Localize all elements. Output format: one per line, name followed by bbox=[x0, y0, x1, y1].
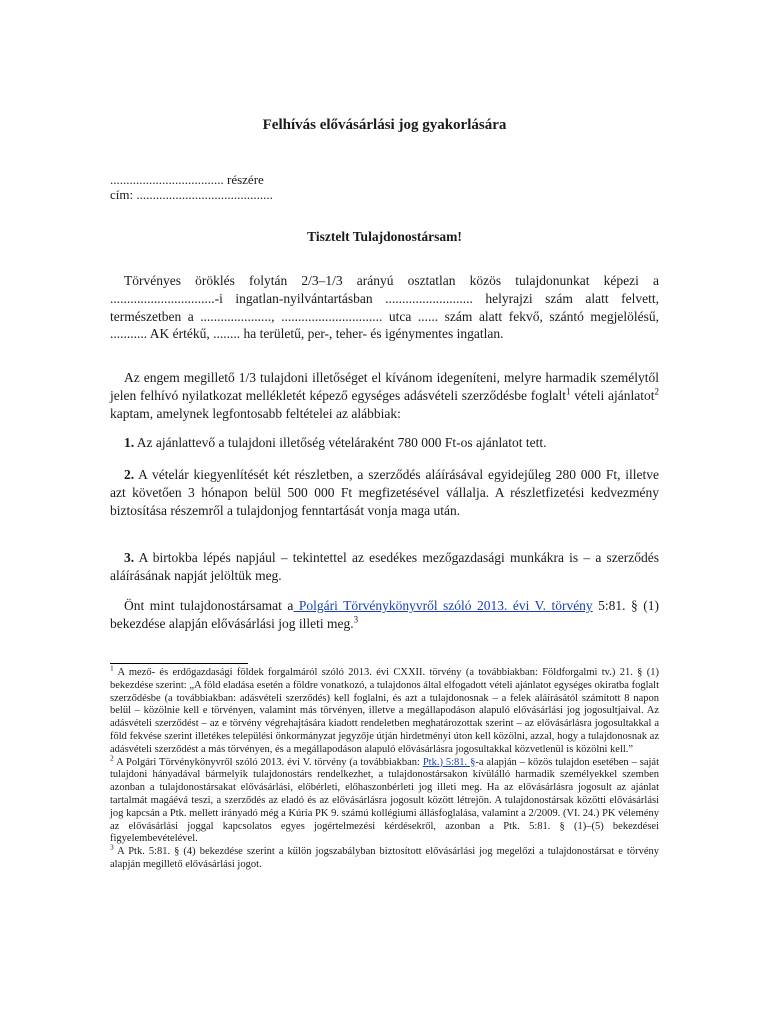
condition-item-3 bbox=[110, 549, 659, 585]
condition-text: Az ajánlattevő a tulajdoni illetőség vételáraként 780 000 Ft-os ajánlatot tett. bbox=[134, 435, 547, 450]
condition-item-1 bbox=[110, 434, 659, 452]
footnotes bbox=[110, 663, 659, 872]
condition-number: 2. bbox=[124, 467, 135, 482]
paragraph-pre-emption-text-b: 5:81. § (1) bekezdése alapján elővásárlási jog illeti meg. bbox=[110, 598, 659, 631]
condition-number: 3. bbox=[124, 550, 135, 565]
footnote-number: 2 bbox=[110, 753, 114, 763]
address-line: cím: .......................................... bbox=[110, 187, 273, 202]
ptk-link[interactable]: Ptk.) 5:81. § bbox=[422, 756, 476, 768]
footnote-text: A mező- és erdőgazdasági földek forgalmáról szóló 2013. évi CXXII. törvény (a továbbiakban: Földforgalmi tv.) 21. § (1) bekezdése szerint: „A föld eladása esetén a földre vonatkozó, a tulajdonos által elfogadott vételi ajánlatot egységes okiratba foglalt szerződésbe (a továbbiakban: adásvételi szerződés) kell foglalni, és azt a tulajdonosnak – a felek aláírásától számított 8 napon belül – közölnie kell e törvényen, valamint más törvényen, illetve a megállapodáson alapuló elővásárlási jog jogosultjaival. Az adásvételi szerződést – az e törvény végrehajtására kiadott rendeletben meghatározottak szerint – az elővásárlásra jogosultakkal a föld fekvése szerint illetékes települési önkormányzat jegyzője útján hirdetményi úton kell közölni, azzal, hogy a tulajdonosnak az adásvételi szerződést a más törvényen, és a megállapodáson alapuló elővásárlásra jogosultakkal közvetlenül is közölni kell.” bbox=[110, 667, 659, 755]
footnote-ref-2[interactable]: 2 bbox=[654, 386, 660, 397]
footnote-separator bbox=[110, 663, 248, 664]
address-block bbox=[110, 172, 273, 202]
paragraph-pre-emption-text-a: Önt mint tulajdonostársamat a bbox=[124, 598, 294, 613]
footnote-ref-3[interactable]: 3 bbox=[353, 614, 359, 625]
footnote-number: 1 bbox=[110, 663, 114, 673]
paragraph-pre-emption bbox=[110, 597, 659, 633]
paragraph-offer-text-b: vételi ajánlatot bbox=[570, 387, 655, 403]
footnote-ref-1[interactable]: 1 bbox=[566, 386, 571, 397]
document-title: Felhívás elővásárlási jog gyakorlására bbox=[262, 117, 507, 133]
footnote-text-a: A Polgári Törvénykönyvről szóló 2013. évi V. törvény (a továbbiakban: bbox=[113, 756, 423, 768]
civil-code-link[interactable]: Polgári Törvénykönyvről szóló 2013. évi V. törvény bbox=[293, 598, 593, 613]
recipient-line: ................................... részére bbox=[110, 172, 264, 187]
condition-item-2 bbox=[110, 466, 659, 519]
condition-text: A vételár kiegyenlítését két részletben, a szerződés aláírásával egyidejűleg 280 000 Ft, illetve azt követően 3 hónapon belül 500 000 Ft megfizetésével vállalja. A részletfizetési kedvezmény biztosítása részemről a tulajdonjog fenntartását vonja maga után. bbox=[110, 467, 659, 518]
footnote-3 bbox=[110, 842, 659, 872]
salutation: Tisztelt Tulajdonostársam! bbox=[307, 229, 462, 244]
footnote-text-b: -a alapján – közös tulajdon esetében – saját tulajdoni hányadával bármelyik tulajdonostárs rendelkezhet, a tulajdonostársakon kívülálló harmadik személyekkel szemben azonban a tulajdonostársakat elővásárlási, előbérleti, előhaszonbérleti jog illeti meg. Ha az elővásárlásra jogosult az ajánlat tartalmát magáévá teszi, a szerződés az eladó és az elővásárlásra jogosult között létrejön. A tulajdonostársak közötti elővásárlási jog kapcsán a Ptk. mellett irányadó még a Kúria PK 9. számú kollégiumi állásfoglalása, valamint a 2/2009. (VI. 24.) PK vélemény az elővásárlási joggal kapcsolatos egyes jogértelmezési kérdésekről, azonban a Ptk. 5:81. § (1)–(5) bekezdései figyelembevételével. bbox=[110, 756, 659, 845]
condition-text: A birtokba lépés napjául – tekintettel az esedékes mezőgazdasági munkákra is – a szerződés aláírásának napját jelöltük meg. bbox=[110, 550, 659, 583]
footnote-text: A Ptk. 5:81. § (4) bekezdése szerint a külön jogszabályban biztosított elővásárlási jog megelőzi a tulajdonostársat e törvény alapján megillető elővásárlási jogot. bbox=[110, 846, 659, 870]
condition-number: 1. bbox=[124, 435, 135, 450]
paragraph-offer-text-c: kaptam, amelynek legfontosabb feltételei az alábbiak: bbox=[110, 405, 401, 421]
paragraph-offer bbox=[110, 369, 659, 422]
footnote-number: 3 bbox=[110, 842, 114, 852]
footnote-1 bbox=[110, 663, 659, 757]
paragraph-inheritance: Törvényes öröklés folytán 2/3–1/3 arányú osztatlan közös tulajdonunkat képezi a ...............................-i ingatlan-nyilvántartásban .......................... helyrajzi szám alatt felvett, természetben a ....................., .............................. utca ...... szám alatt fekvő, szántó megjelölésű, ........... AK értékű, ........ ha területű, per-, teher- és igénymentes ingatlan. bbox=[110, 273, 659, 342]
footnote-2 bbox=[110, 753, 659, 847]
paragraph-offer-text-a: Az engem megillető 1/3 tulajdoni illetőséget el kívánom idegeníteni, melyre harmadik személytől jelen felhívó nyilatkozat mellékletét képező egységes adásvételi szerződésbe foglalt bbox=[110, 370, 659, 403]
